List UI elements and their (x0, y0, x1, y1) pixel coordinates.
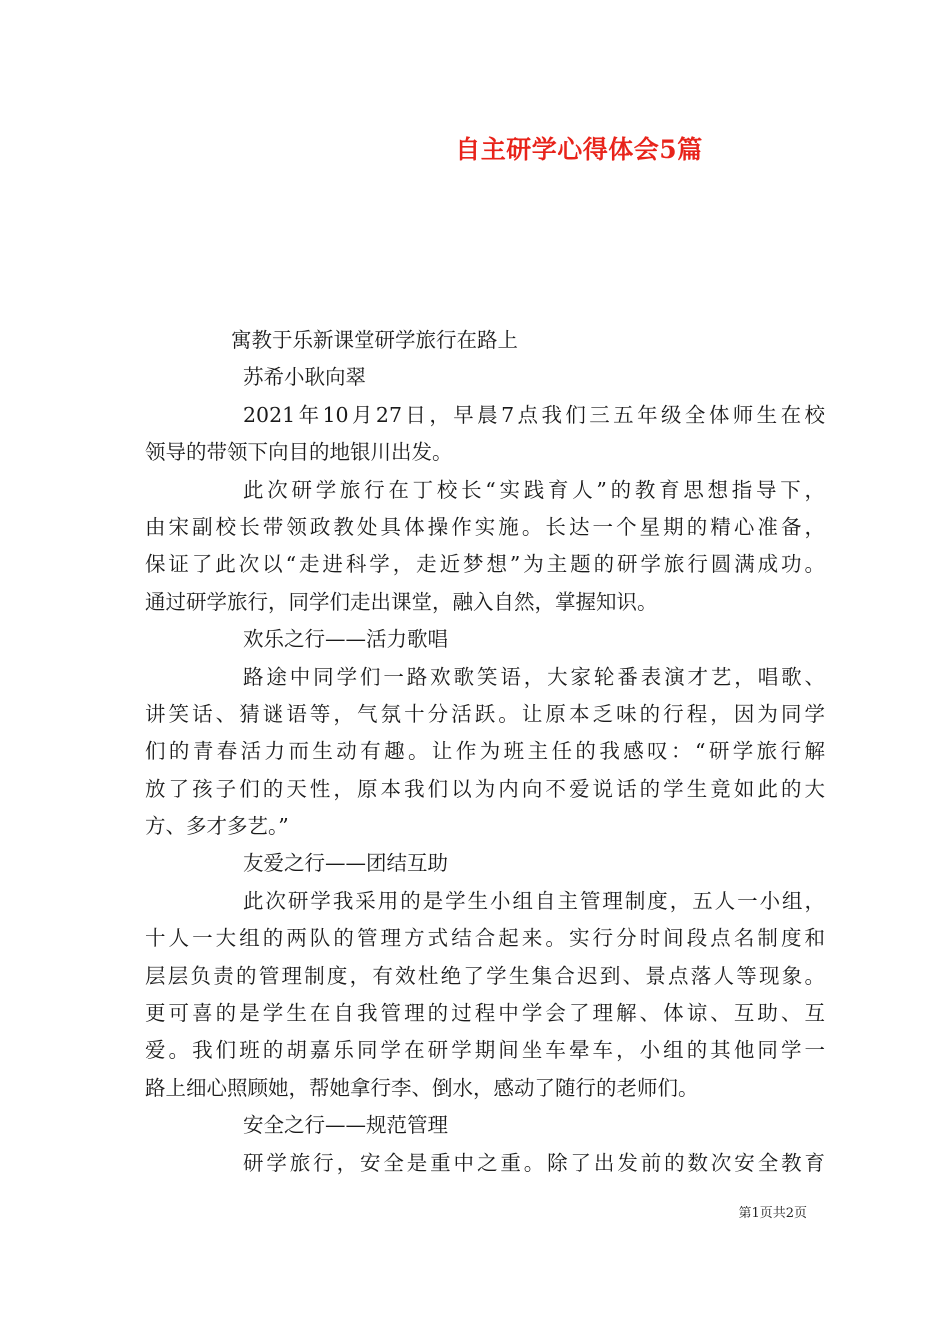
paragraph-line: 们的青春活力而生动有趣。让作为班主任的我感叹：“研学旅行解 (145, 739, 825, 764)
paragraph-line: 研学旅行，安全是重中之重。除了出发前的数次安全教育 (243, 1150, 825, 1175)
paragraph-line: 路上细心照顾她，帮她拿行李、倒水，感动了随行的老师们。 (145, 1075, 699, 1100)
article-heading: 寓教于乐新课堂研学旅行在路上 (231, 328, 518, 352)
paragraph-line: 十人一大组的两队的管理方式结合起来。实行分时间段点名制度和 (145, 926, 825, 951)
paragraph-line: 方、多才多艺。” (145, 814, 289, 839)
paragraph-line: 讲笑话、猜谜语等，气氛十分活跃。让原本乏味的行程，因为同学 (145, 701, 825, 726)
paragraph-line: 保证了此次以“走进科学，走近梦想”为主题的研学旅行圆满成功。 (145, 552, 825, 577)
paragraph-line: 领导的带领下向目的地银川出发。 (145, 440, 453, 465)
section-heading: 安全之行——规范管理 (243, 1113, 448, 1138)
document-body (145, 322, 825, 1182)
document-title: 自主研学心得体会5篇 (455, 135, 703, 164)
paragraph-line: 2021年10月27日，早晨7点我们三五年级全体师生在校 (243, 402, 825, 427)
paragraph-line: 路途中同学们一路欢歌笑语，大家轮番表演才艺，唱歌、 (243, 664, 825, 689)
paragraph-line: 由宋副校长带领政教处具体操作实施。长达一个星期的精心准备， (145, 514, 825, 539)
paragraph-line: 此次研学旅行在丁校长“实践育人”的教育思想指导下， (243, 477, 825, 502)
paragraph-line: 层层负责的管理制度，有效杜绝了学生集合迟到、景点落人等现象。 (145, 963, 825, 988)
page-number: 第1页共2页 (738, 1206, 807, 1221)
section-heading: 友爱之行——团结互助 (243, 851, 448, 876)
paragraph-line: 更可喜的是学生在自我管理的过程中学会了理解、体谅、互助、互 (145, 1001, 825, 1026)
author-line: 苏希小耿向翠 (243, 365, 366, 390)
paragraph-line: 放了孩子们的天性，原本我们以为内向不爱说话的学生竟如此的大 (145, 776, 825, 801)
section-heading: 欢乐之行——活力歌唱 (243, 627, 448, 652)
paragraph-line: 通过研学旅行，同学们走出课堂，融入自然，掌握知识。 (145, 589, 658, 614)
paragraph-line: 爱。我们班的胡嘉乐同学在研学期间坐车晕车，小组的其他同学一 (145, 1038, 825, 1063)
paragraph-line: 此次研学我采用的是学生小组自主管理制度，五人一小组， (243, 888, 825, 913)
